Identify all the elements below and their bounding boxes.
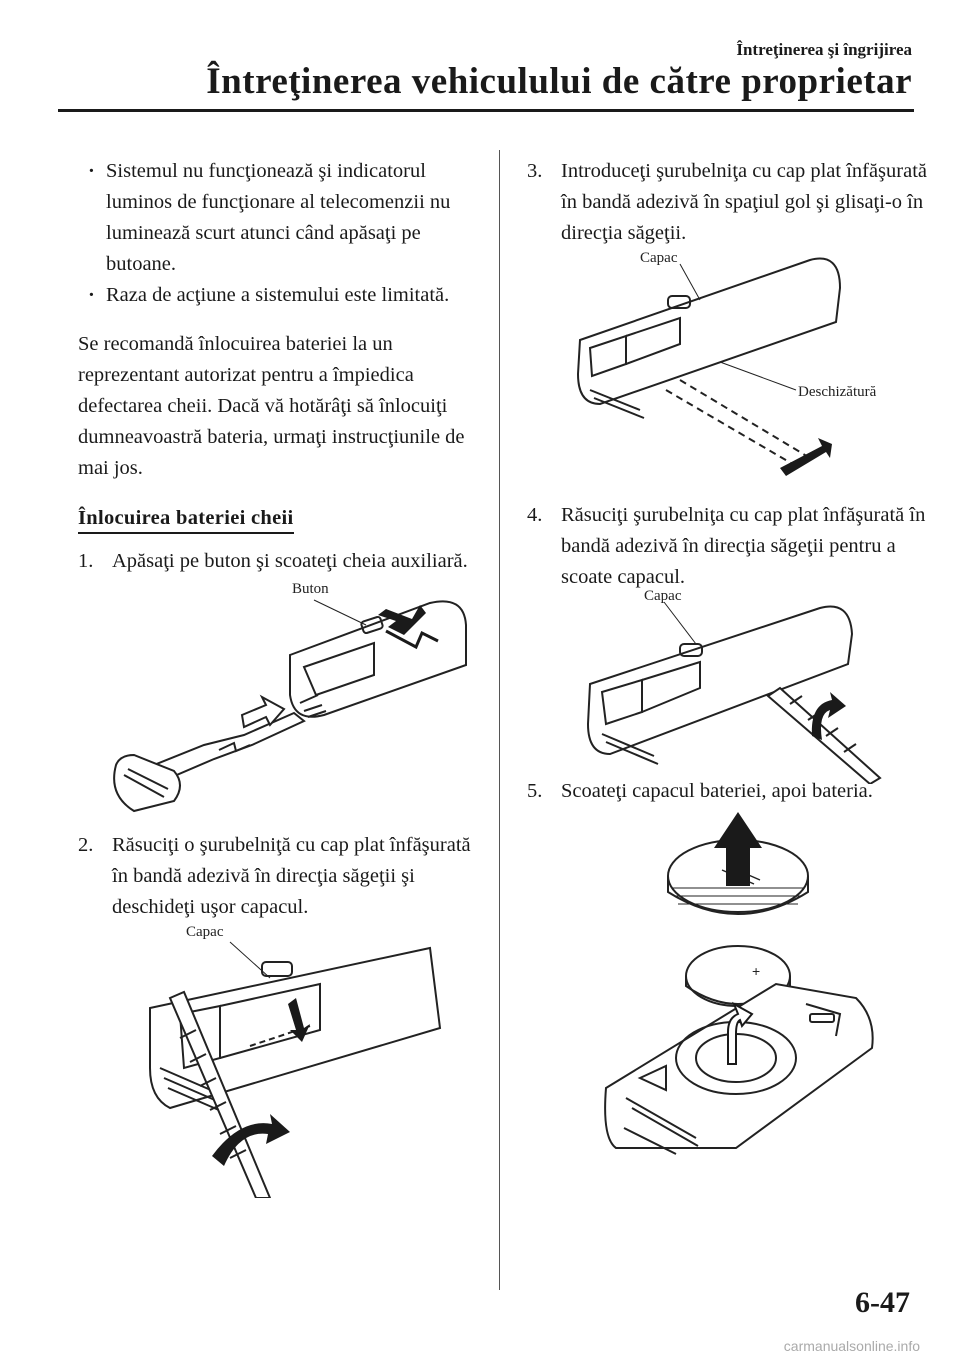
- step-text: Introduceţi şurubelniţa cu cap plat înfăşurată în bandă adezivă în spaţiul gol şi glisaţi-o în direcţia săgeţii.: [561, 160, 928, 244]
- right-column-step3: [527, 156, 927, 249]
- figure-pry-cover: [140, 918, 460, 1198]
- step-text: Răsuciţi o şurubelniţă cu cap plat înfăşurată în bandă adezivă în direcţia săgeţii şi deschideţi uşor capacul.: [112, 834, 471, 918]
- section-subheading: Înlocuirea bateriei cheii: [78, 504, 294, 534]
- figure-remove-cover: [580, 584, 890, 784]
- step-3: [527, 156, 927, 249]
- body-paragraph: Se recomandă înlocuirea bateriei la un reprezentant autorizat pentru a împiedica defectarea cheii. Dacă vă hotărâţi să înlocuiţi dumneavoastră bateria, urmaţi instrucţiunile de mai jos.: [78, 333, 465, 479]
- figure-label-cover: Capac: [640, 250, 678, 266]
- step-number: 5.: [527, 780, 543, 802]
- step-text: Scoateţi capacul bateriei, apoi bateria.: [561, 780, 873, 802]
- svg-text:+: +: [752, 963, 761, 979]
- figure-label-cover: Capac: [186, 924, 224, 940]
- step-number: 2.: [78, 834, 94, 856]
- right-column-step4: [527, 500, 927, 593]
- step-number: 1.: [78, 550, 94, 572]
- page-number: 6-47: [855, 1286, 910, 1319]
- step-text: Răsuciţi şurubelniţa cu cap plat înfăşurată în bandă adezivă în direcţia săgeţii pentru a scoate capacul.: [561, 504, 926, 588]
- figure-remove-aux-key: [104, 575, 484, 825]
- left-column: [78, 156, 478, 577]
- watermark: carmanualsonline.info: [783, 1338, 920, 1354]
- figure-label-button: Buton: [292, 581, 329, 597]
- step-5: [527, 776, 927, 807]
- column-divider: [499, 150, 500, 1290]
- header-rule: [58, 109, 914, 112]
- step-number: 4.: [527, 504, 543, 526]
- figure-label-cover: Capac: [644, 588, 682, 604]
- right-column-step5: [527, 776, 927, 807]
- figure-label-slot: Deschizătură: [798, 384, 877, 400]
- step-2: [78, 830, 478, 923]
- step-4: [527, 500, 927, 593]
- bullet-item: · Raza de acţiune a sistemului este limitată.: [78, 280, 478, 311]
- figure-slide-screwdriver: [560, 240, 890, 480]
- figure-remove-battery: [596, 808, 896, 1168]
- step-text: Apăsaţi pe buton şi scoateţi cheia auxiliară.: [112, 550, 468, 572]
- step-1: [78, 546, 478, 577]
- page-title: Întreţinerea vehiculului de către proprietar: [206, 61, 912, 102]
- step-number: 3.: [527, 160, 543, 182]
- left-column-step2: [78, 830, 478, 923]
- section-header: Întreţinerea şi îngrijirea: [736, 40, 912, 59]
- bullet-item: · Sistemul nu funcţionează şi indicatorul luminos de funcţionare al telecomenzii nu luminează scurt atunci când apăsaţi pe butoane.: [78, 156, 478, 280]
